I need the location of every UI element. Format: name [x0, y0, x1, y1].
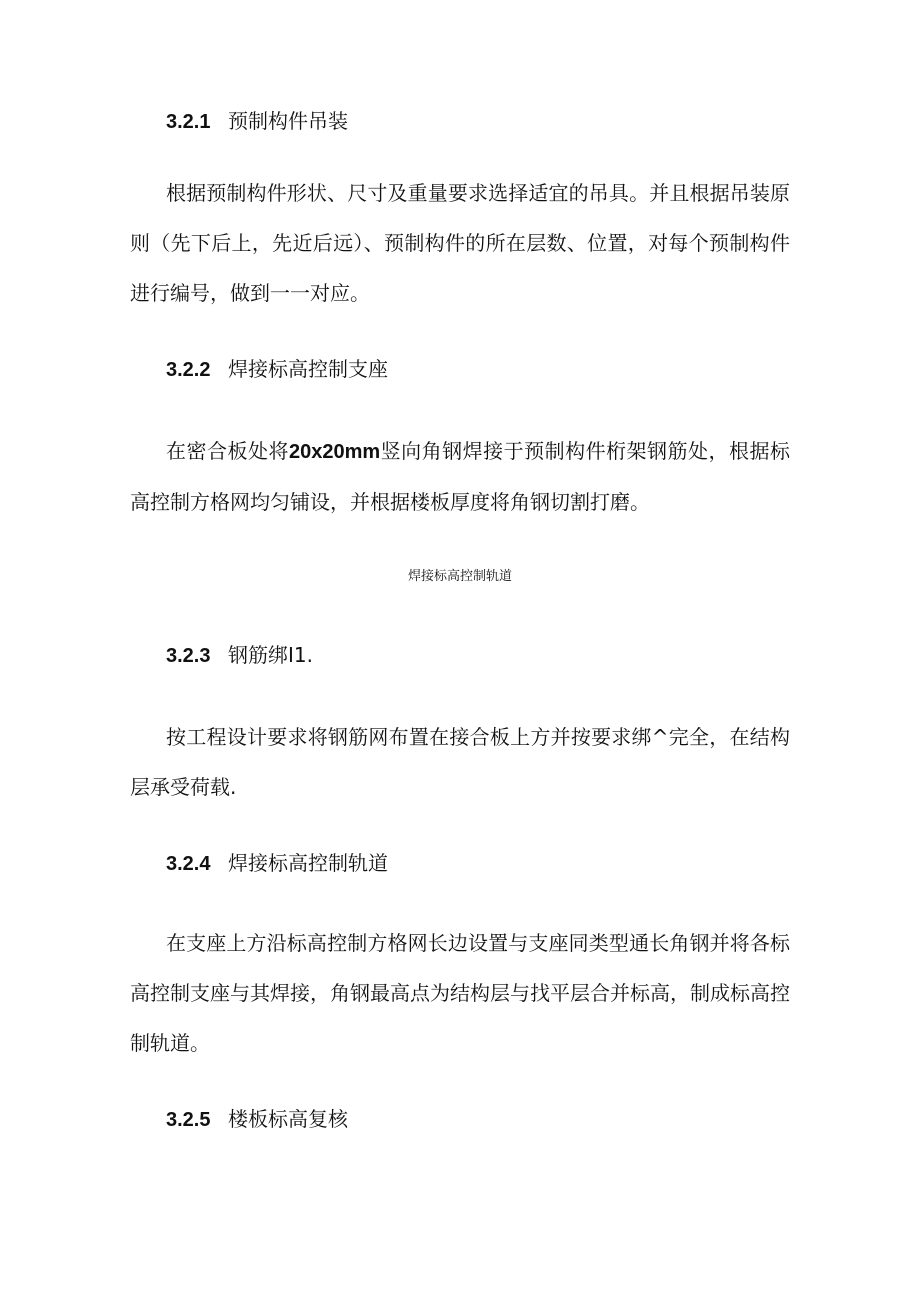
section-title: 焊接标高控制支座	[228, 357, 388, 381]
section-heading-3-2-3	[166, 640, 313, 671]
figure-caption: 焊接标高控制轨道	[407, 569, 512, 584]
section-title: 钢筋绑I1.	[228, 643, 313, 667]
section-number: 3.2.2	[166, 359, 211, 381]
paragraph-text-start: 在密合板处将	[166, 439, 289, 463]
section-heading-3-2-1	[166, 106, 348, 137]
section-number: 3.2.1	[166, 111, 211, 133]
section-number: 3.2.4	[166, 853, 211, 875]
section-title: 焊接标高控制轨道	[228, 851, 388, 875]
section-paragraph-3-2-1: 根据预制构件形状、尺寸及重量要求选择适宜的吊具。并且根据吊装原则（先下后上，先近后远）、预制构件的所在层数、位置，对每个预制构件进行编号，做到一一对应。	[130, 181, 790, 305]
section-heading-3-2-4	[166, 848, 388, 879]
section-paragraph-3-2-3: 按工程设计要求将钢筋网布置在接合板上方并按要求绑^完全，在结构层承受荷载.	[130, 725, 790, 799]
dimension-value: 20x20mm	[288, 441, 381, 463]
section-paragraph-3-2-4: 在支座上方沿标高控制方格网长边设置与支座同类型通长角钢并将各标高控制支座与其焊接，角钢最高点为结构层与找平层合并标高，制成标高控制轨道。	[130, 931, 790, 1055]
section-number: 3.2.5	[166, 1109, 211, 1131]
paragraph-text-end: 竖向角钢焊接于预制构件桁架钢筋处，根据标高控制方格网均匀铺设，并根据楼板厚度将角钢切割打磨。	[130, 439, 791, 514]
section-heading-3-2-2	[166, 354, 388, 385]
section-number: 3.2.3	[166, 645, 211, 667]
section-heading-3-2-5	[166, 1104, 348, 1135]
section-title: 预制构件吊装	[228, 109, 348, 133]
section-title: 楼板标高复核	[228, 1107, 348, 1131]
section-paragraph-3-2-2	[130, 426, 790, 527]
